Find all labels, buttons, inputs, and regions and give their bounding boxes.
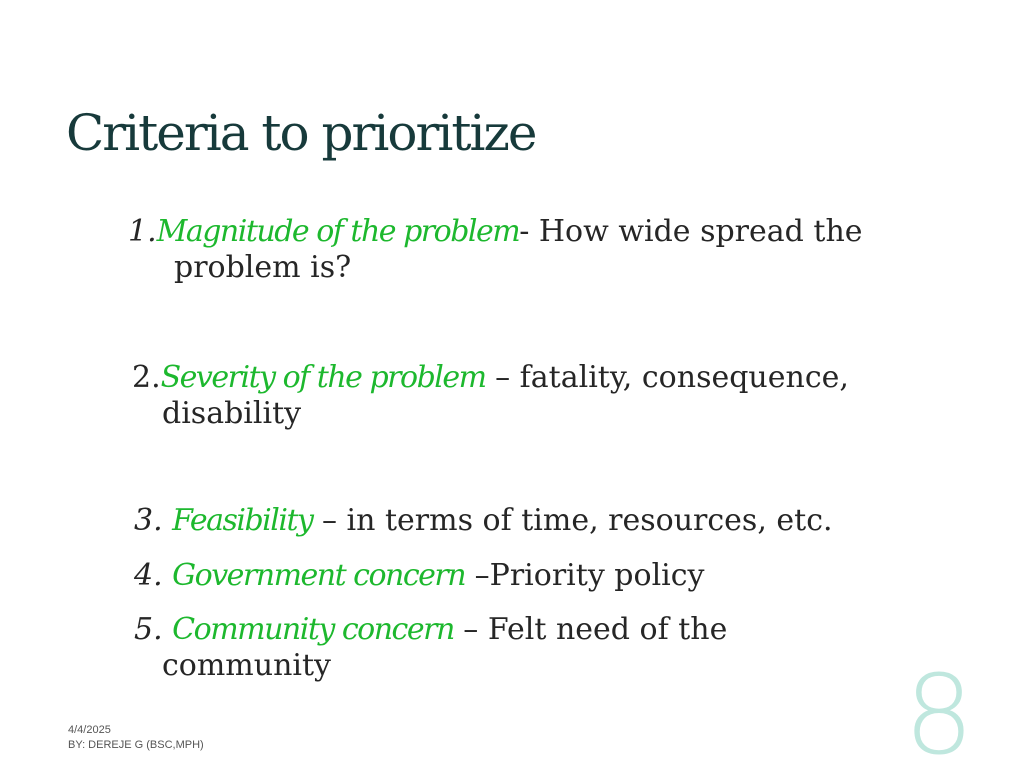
item-separator: – <box>465 558 490 593</box>
item-description: Priority policy <box>489 558 705 593</box>
criterion-item-severity <box>132 360 849 432</box>
slide-footer <box>68 723 204 753</box>
item-term: Government concern <box>172 558 466 593</box>
item-description: in terms of time, resources, etc. <box>346 503 833 538</box>
item-term: Magnitude of the problem <box>156 214 520 249</box>
item-continuation: disability <box>162 396 302 431</box>
item-separator: – <box>312 503 347 538</box>
item-description: fatality, consequence, <box>519 360 849 395</box>
slide-title: Criteria to prioritize <box>66 104 536 162</box>
item-number: 5. <box>134 612 163 647</box>
item-continuation: problem is? <box>174 250 352 285</box>
criterion-item-community <box>134 612 727 684</box>
item-description: How wide spread the <box>529 214 863 249</box>
footer-date: 4/4/2025 <box>68 724 111 736</box>
item-separator: – <box>453 612 488 647</box>
item-term: Severity of the problem <box>160 360 486 395</box>
item-description: Felt need of the <box>487 612 728 647</box>
criterion-item-feasibility <box>134 503 833 539</box>
item-number: 3. <box>134 503 163 538</box>
footer-author: BY: DEREJE G (BSC,MPH) <box>68 739 204 751</box>
item-number: 1. <box>128 214 157 249</box>
page-number: 8 <box>904 651 974 768</box>
criterion-item-government <box>134 558 705 594</box>
item-number: 2. <box>132 360 161 395</box>
item-term: Community concern <box>172 612 454 647</box>
item-number: 4. <box>134 558 163 593</box>
criterion-item-magnitude <box>128 214 863 286</box>
item-term: Feasibility <box>172 503 313 538</box>
item-separator: – <box>485 360 520 395</box>
item-continuation: community <box>162 648 331 683</box>
item-separator: - <box>519 214 530 249</box>
